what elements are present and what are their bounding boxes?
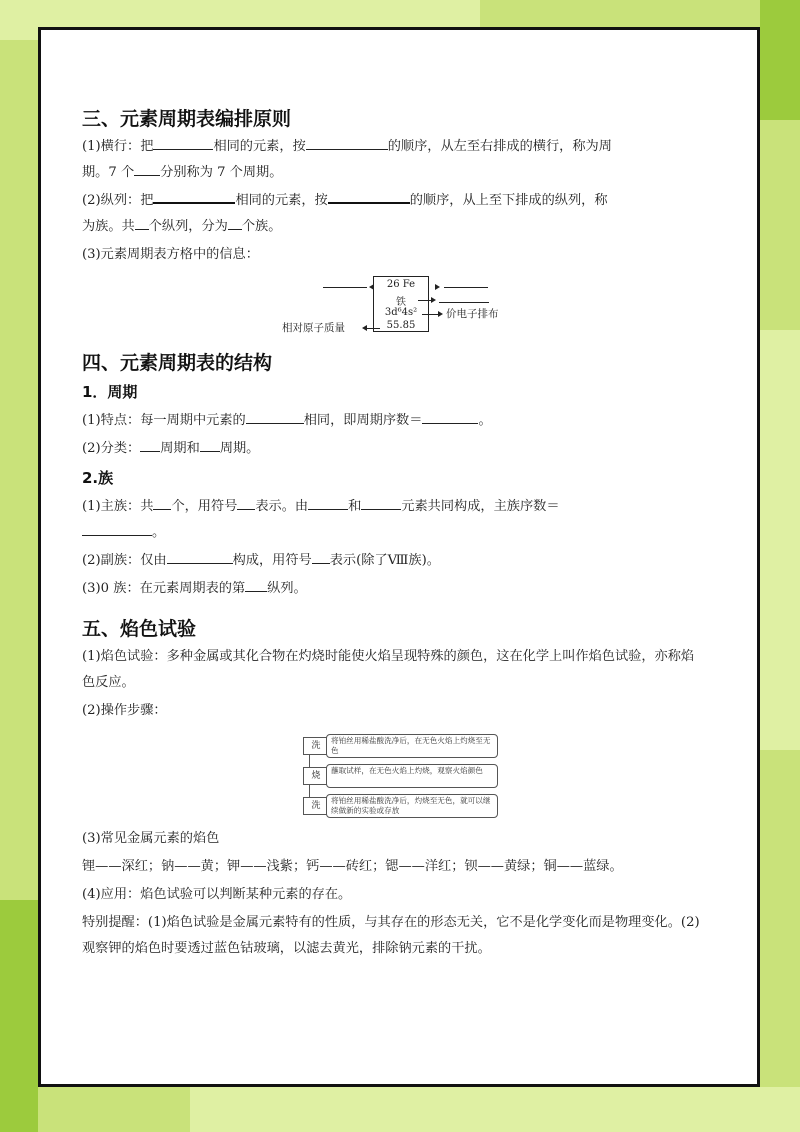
paragraph-columns: (2)纵列：把 相同的元素，按 的顺序，从上至下排成的纵列，称 为族。共 个纵列，分为 个族。 (82, 188, 702, 240)
element-number-symbol: 26 Fe (386, 279, 416, 290)
answer-line[interactable] (323, 287, 367, 288)
arrow-right (431, 297, 436, 303)
paragraph-rows: (1)横行：把 相同的元素，按 的顺序，从左至右排成的横行，称为周 期。7 个 分别称为 7 个周期。 (82, 134, 702, 186)
paragraph-application: (4)应用：焰色试验可以判断某种元素的存在。 (82, 887, 352, 902)
flame-test-steps-figure (82, 730, 702, 822)
answer-blank[interactable] (245, 577, 267, 592)
answer-blank[interactable] (135, 215, 149, 230)
paragraph-flame-colors: 锂——深红；钠——黄；钾——浅紫；钙——砖红；锶——洋红；钡——黄绿；铜——蓝绿。 (82, 859, 623, 874)
background-shape-dark (760, 0, 800, 120)
element-cell-figure (82, 274, 702, 336)
answer-blank[interactable] (153, 135, 213, 150)
answer-blank[interactable] (237, 495, 255, 510)
element-config: 3d⁶4s² (384, 307, 418, 318)
answer-blank[interactable] (140, 437, 160, 452)
connector-line (418, 300, 432, 301)
answer-blank[interactable] (228, 215, 242, 230)
step-desc-1: 将铂丝用稀盐酸洗净后，在无色火焰上灼烧至无色 (326, 734, 498, 758)
answer-blank[interactable] (308, 495, 348, 510)
answer-blank[interactable] (153, 188, 235, 204)
paragraph-period-class: (2)分类： 周期和 周期。 (82, 436, 702, 462)
step-desc-3: 将铂丝用稀盐酸洗净后，灼烧至无色，就可以继续做新的实验或存放 (326, 794, 498, 818)
subheading-period: 1．周期 (82, 383, 138, 401)
paragraph-main-group: (1)主族：共 个，用符号 表示。由 和 元素共同构成，主族序数＝ 。 (82, 494, 702, 546)
answer-blank[interactable] (306, 135, 388, 150)
element-cell (373, 276, 429, 332)
section-title-5: 五、焰色试验 (82, 618, 197, 640)
paragraph-steps-label: (2)操作步骤： (82, 703, 167, 718)
answer-blank[interactable] (200, 437, 220, 452)
arrow-right (435, 284, 440, 290)
answer-blank[interactable] (422, 409, 478, 424)
answer-line[interactable] (439, 302, 489, 303)
element-mass: 55.85 (386, 320, 416, 331)
section-title-4: 四、元素周期表的结构 (82, 352, 273, 374)
answer-line[interactable] (444, 287, 488, 288)
element-name: 铁 (396, 297, 406, 308)
answer-blank[interactable] (134, 161, 160, 176)
answer-blank[interactable] (361, 495, 401, 510)
answer-blank[interactable] (82, 521, 152, 536)
paragraph-reminder: 特别提醒：(1)焰色试验是金属元素特有的性质，与其存在的形态无关，它不是化学变化而是物理变化。(2)观察钾的焰色时要透过蓝色钴玻璃，以滤去黄光，排除钠元素的干扰。 (82, 915, 700, 956)
answer-blank[interactable] (312, 549, 330, 564)
answer-blank[interactable] (246, 409, 304, 424)
step-desc-2: 蘸取试样，在无色火焰上灼烧，观察火焰颜色 (326, 764, 498, 788)
step-wash-2: 洗 (303, 797, 329, 815)
answer-blank[interactable] (167, 549, 233, 564)
background-shape-light (760, 330, 800, 750)
paragraph-flame-def: (1)焰色试验：多种金属或其化合物在灼烧时能使火焰呈现特殊的颜色，这在化学上叫作焰色试验，亦称焰色反应。 (82, 649, 695, 690)
subheading-group: 2.族 (82, 469, 114, 487)
section-title-3: 三、元素周期表编排原则 (82, 108, 292, 130)
paragraph-period-feature: (1)特点：每一周期中元素的 相同，即周期序数＝ 。 (82, 408, 702, 434)
answer-blank[interactable] (328, 188, 410, 204)
content (82, 100, 702, 962)
paragraph-sub-group: (2)副族：仅由 构成，用符号 表示(除了Ⅷ族)。 (82, 548, 702, 574)
connector-line (366, 328, 380, 329)
paragraph-zero-group: (3)0 族：在元素周期表的第 纵列。 (82, 576, 702, 602)
background-shape-dark (0, 900, 38, 1132)
label-valence-config: 价电子排布 (446, 308, 499, 320)
step-burn: 烧 (303, 767, 329, 785)
label-atomic-mass: 相对原子质量 (282, 322, 345, 334)
step-wash-1: 洗 (303, 737, 329, 755)
arrow-right (438, 311, 443, 317)
answer-blank[interactable] (153, 495, 171, 510)
paragraph-cell-info: (3)元素周期表方格中的信息： (82, 247, 259, 262)
paragraph-colors-label: (3)常见金属元素的焰色 (82, 831, 220, 846)
background-shape-light (190, 1087, 800, 1132)
